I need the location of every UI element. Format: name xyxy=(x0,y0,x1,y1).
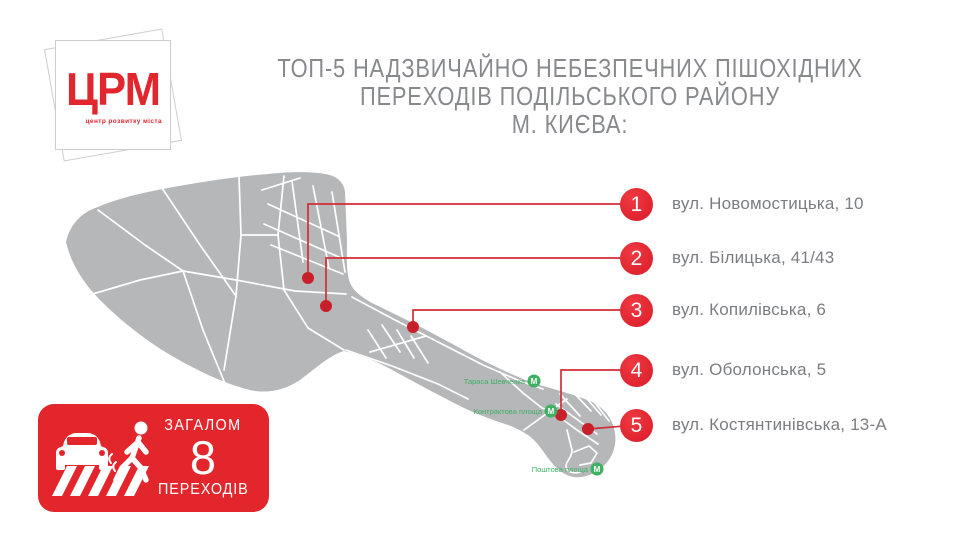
total-crossings-badge xyxy=(38,404,269,512)
pedestrian-head xyxy=(135,422,148,435)
metro-label-kontraktova: Контрактова площа xyxy=(473,407,542,416)
metro-label-taras-shevchenka: Тараса Шевченка xyxy=(463,377,525,386)
zebra-crossing xyxy=(52,466,149,496)
crossing-address-2: вул. Білицька, 41/43 xyxy=(672,248,835,267)
badge-count: 8 xyxy=(189,431,217,484)
crossing-number-badge-5 xyxy=(620,409,653,442)
metro-m-letter: М xyxy=(530,377,538,386)
crossing-number-badge-2 xyxy=(620,242,653,275)
crossing-address-3: вул. Копилівська, 6 xyxy=(672,300,827,319)
logo xyxy=(55,40,171,150)
crossing-dot-3 xyxy=(407,321,419,333)
crossing-number-badge-4 xyxy=(620,354,653,387)
leader-line-2 xyxy=(326,258,637,306)
page-title xyxy=(200,54,940,138)
pedestrian-shape xyxy=(116,438,146,480)
title-line-3: М. КИЄВА: xyxy=(511,109,629,139)
metro-m-letter: М xyxy=(547,407,555,416)
car-shape xyxy=(56,433,108,470)
crossing-dot-5 xyxy=(582,423,594,435)
badge-text xyxy=(147,404,259,512)
crossing-dot-2 xyxy=(320,300,332,312)
metro-m-letter: М xyxy=(593,465,601,474)
title-line-2: ПЕРЕХОДІВ ПОДІЛЬСЬКОГО РАЙОНУ xyxy=(359,81,781,111)
metro-label-poshtova: Поштова площа xyxy=(531,465,588,474)
crossing-number-3: 3 xyxy=(630,298,643,322)
crossing-number-badge-1 xyxy=(620,188,653,221)
crossing-number-badge-3 xyxy=(620,294,653,327)
leader-line-3 xyxy=(413,310,637,327)
crossing-number-5: 5 xyxy=(630,413,643,437)
badge-label-bottom: ПЕРЕХОДІВ xyxy=(157,481,249,498)
crossing-address-5: вул. Костянтинівська, 13-А xyxy=(672,415,887,434)
logo-acronym: ЦРМ xyxy=(65,63,161,115)
logo-subtitle: центр розвитку міста xyxy=(85,118,162,125)
badge-label-top: ЗАГАЛОМ xyxy=(164,417,242,434)
crossing-address-4: вул. Оболонська, 5 xyxy=(672,360,827,379)
crossing-number-4: 4 xyxy=(630,358,643,382)
crossing-address-1: вул. Новомостицька, 10 xyxy=(672,194,864,213)
title-line-1: ТОП-5 НАДЗВИЧАЙНО НЕБЕЗПЕЧНИХ ПІШОХІДНИХ xyxy=(277,53,863,83)
leader-line-1 xyxy=(308,204,637,278)
crossing-number-2: 2 xyxy=(630,246,643,270)
crossing-number-1: 1 xyxy=(630,192,643,216)
crossing-dot-1 xyxy=(302,272,314,284)
